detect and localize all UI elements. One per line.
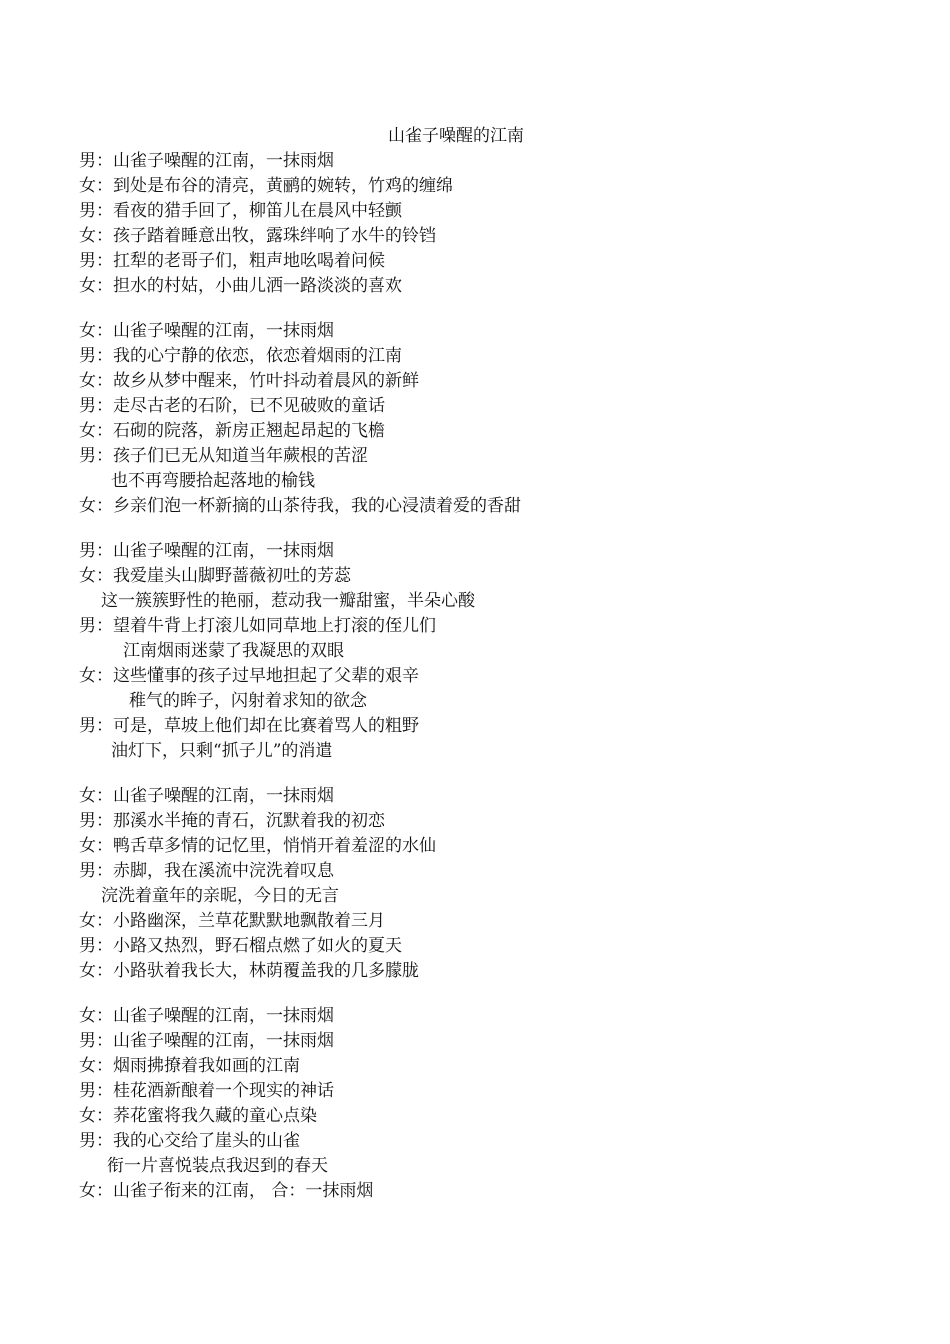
lyric-line: 男：山雀子噪醒的江南，一抹雨烟 [79, 1031, 334, 1051]
stanza-5 [79, 1004, 919, 1204]
lyric-line: 女：山雀子噪醒的江南，一抹雨烟 [79, 321, 334, 341]
lyric-line: 女：我爱崖头山脚野蔷薇初吐的芳蕊 [79, 566, 351, 586]
lyric-line: 女：到处是布谷的清亮，黄鹂的婉转，竹鸡的缠绵 [79, 176, 453, 196]
page-title: 山雀子噪醒的江南 [388, 126, 524, 146]
lyric-line: 女：山雀子噪醒的江南，一抹雨烟 [79, 1006, 334, 1026]
lyric-line: 男：望着牛背上打滚儿如同草地上打滚的侄儿们 [79, 616, 436, 636]
lyric-line-continuation: 这一簇簇野性的艳丽，惹动我一瓣甜蜜，半朵心酸 [101, 591, 475, 611]
stanza-2 [79, 319, 919, 519]
lyric-line: 男：我的心交给了崖头的山雀 [79, 1131, 300, 1151]
lyric-line: 男：赤脚，我在溪流中浣洗着叹息 [79, 861, 334, 881]
lyric-line: 女：故乡从梦中醒来，竹叶抖动着晨风的新鲜 [79, 371, 419, 391]
lyric-line: 女：小路幽深，兰草花默默地飘散着三月 [79, 911, 385, 931]
lyric-line: 女：石砌的院落，新房正翘起昂起的飞檐 [79, 421, 385, 441]
lyric-line: 女：乡亲们泡一杯新摘的山茶待我，我的心浸渍着爱的香甜 [79, 496, 521, 516]
lyric-line: 女：烟雨拂撩着我如画的江南 [79, 1056, 300, 1076]
stanza-3 [79, 539, 919, 764]
lyric-line: 女：这些懂事的孩子过早地担起了父辈的艰辛 [79, 666, 419, 686]
lyric-line: 女：荞花蜜将我久藏的童心点染 [79, 1106, 317, 1126]
lyric-line: 男：孩子们已无从知道当年蕨根的苦涩 [79, 446, 368, 466]
lyric-line-continuation: 油灯下，只剩“抓子儿”的消遣 [111, 741, 333, 761]
lyric-line: 女：山雀子噪醒的江南，一抹雨烟 [79, 786, 334, 806]
lyric-line-continuation: 也不再弯腰拾起落地的榆钱 [111, 471, 315, 491]
lyric-line-continuation: 衔一片喜悦装点我迟到的春天 [107, 1156, 328, 1176]
lyric-line: 女：小路驮着我长大，林荫覆盖我的几多朦胧 [79, 961, 419, 981]
lyric-line-continuation: 稚气的眸子，闪射着求知的欲念 [129, 691, 367, 711]
lyric-line: 男：走尽古老的石阶，已不见破败的童话 [79, 396, 385, 416]
lyric-line: 男：小路又热烈，野石榴点燃了如火的夏天 [79, 936, 402, 956]
lyric-line-continuation: 浣洗着童年的亲昵，今日的无言 [101, 886, 339, 906]
lyric-line: 男：山雀子噪醒的江南，一抹雨烟 [79, 151, 334, 171]
lyric-line-continuation: 江南烟雨迷蒙了我凝思的双眼 [123, 641, 344, 661]
lyric-line: 男：扛犁的老哥子们，粗声地吆喝着问候 [79, 251, 385, 271]
lyric-line: 男：可是，草坡上他们却在比赛着骂人的粗野 [79, 716, 419, 736]
lyric-line: 男：看夜的猎手回了，柳笛儿在晨风中轻颤 [79, 201, 402, 221]
lyric-line: 男：山雀子噪醒的江南，一抹雨烟 [79, 541, 334, 561]
lyric-line: 女：孩子踏着睡意出牧，露珠绊响了水牛的铃铛 [79, 226, 436, 246]
lyric-line: 女：担水的村姑，小曲儿洒一路淡淡的喜欢 [79, 276, 402, 296]
lyric-line: 女：鸭舌草多情的记忆里，悄悄开着羞涩的水仙 [79, 836, 436, 856]
lyric-line: 女：山雀子衔来的江南， 合：一抹雨烟 [79, 1181, 374, 1201]
lyric-line: 男：那溪水半掩的青石，沉默着我的初恋 [79, 811, 385, 831]
lyric-line: 男：桂花酒新酿着一个现实的神话 [79, 1081, 334, 1101]
lyrics-body [79, 149, 919, 1224]
stanza-1 [79, 149, 919, 299]
stanza-4 [79, 784, 919, 984]
lyric-line: 男：我的心宁静的依恋，依恋着烟雨的江南 [79, 346, 402, 366]
